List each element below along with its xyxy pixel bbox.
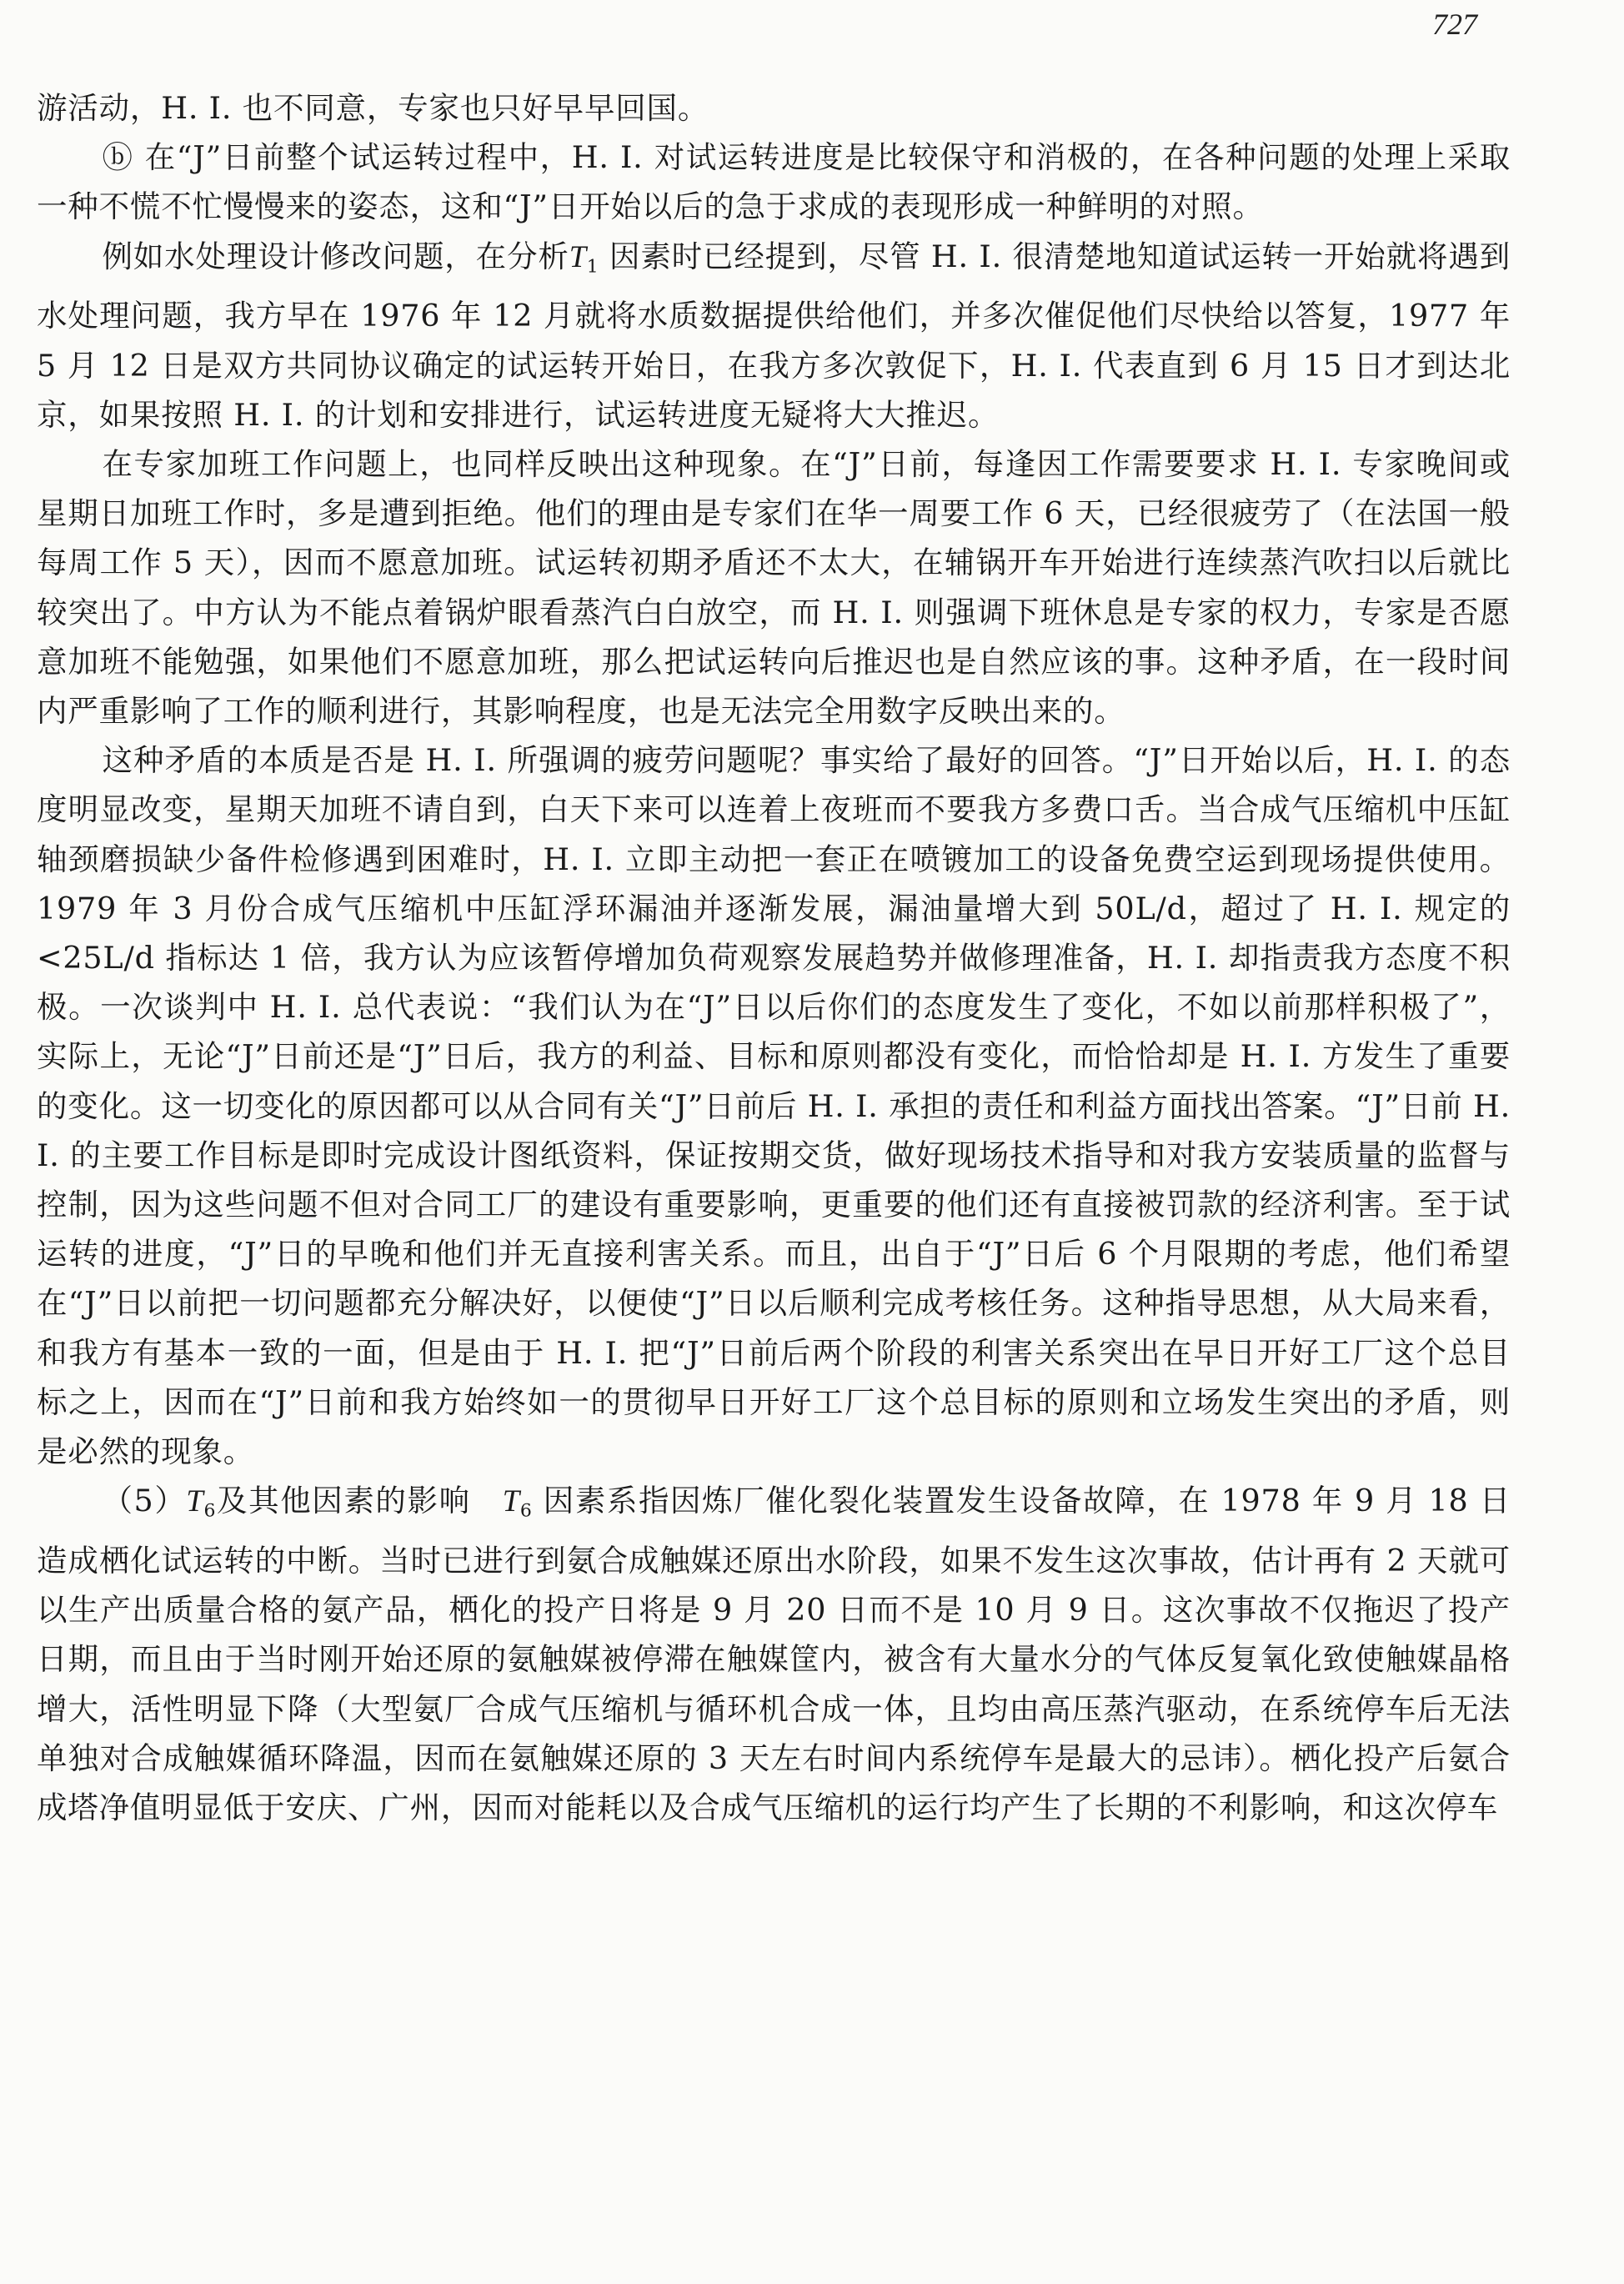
paragraph: 这种矛盾的本质是否是 H. I. 所强调的疲劳问题呢？事实给了最好的回答。“J”日开始以后，H. I. 的态度明显改变，星期天加班不请自到，白天下来可以连着上夜班而不要我方多费口舌。当合成气压缩机中压缸轴颈磨损缺少备件检修遇到困难时，H. I. 立即主动把一套正在喷镀加工的设备免费空运到现场提供使用。1979 年 3 月份合成气压缩机中压缸浮环漏油并逐渐发展，漏油量增大到 50L/d，超过了 H. I. 规定的<25L/d 指标达 1 倍，我方认为应该暂停增加负荷观察发展趋势并做修理准备，H. I. 却指责我方态度不积极。一次谈判中 H. I. 总代表说：“我们认为在“J”日以后你们的态度发生了变化，不如以前那样积极了”，实际上，无论“J”日前还是“J”日后，我方的利益、目标和原则都没有变化，而恰恰却是 H. I. 方发生了重要的变化。这一切变化的原因都可以从合同有关“J”日前后 H. I. 承担的责任和利益方面找出答案。“J”日前 H. I. 的主要工作目标是即时完成设计图纸资料，保证按期交货，做好现场技术指导和对我方安装质量的监督与控制，因为这些问题不但对合同工厂的建设有重要影响，更重要的他们还有直接被罚款的经济利害。至于试运转的进度，“J”日的早晚和他们并无直接利害关系。而且，出自于“J”日后 6 个月限期的考虑，他们希望在“J”日以前把一切问题都充分解决好，以便使“J”日以后顺利完成考核任务。这种指导思想，从大局来看，和我方有基本一致的一面，但是由于 H. I. 把“J”日前后两个阶段的利害关系突出在早日开好工厂这个总目标之上，因而在“J”日前和我方始终如一的贯彻早日开好工厂这个总目标的原则和立场发生突出的矛盾，则是必然的现象。 — [37, 742, 1511, 1470]
paragraph: 在专家加班工作问题上，也同样反映出这种现象。在“J”日前，每逢因工作需要要求 H. I. 专家晚间或星期日加班工作时，多是遭到拒绝。他们的理由是专家们在华一周要工作 6 天，已经很疲劳了（在法国一般每周工作 5 天），因而不愿意加班。试运转初期矛盾还不太大，在辅锅开车开始进行连续蒸汽吹扫以后就比较突出了。中方认为不能点着锅炉眼看蒸汽白白放空，而 H. I. 则强调下班休息是专家的权力，专家是否愿意加班不能勉强，如果他们不愿意加班，那么把试运转向后推迟也是自然应该的事。这种矛盾，在一段时间内严重影响了工作的顺利进行，其影响程度，也是无法完全用数字反映出来的。 — [37, 445, 1511, 729]
section-heading: 及其他因素的影响 — [216, 1483, 503, 1519]
variable-subscript: 6 — [203, 1500, 217, 1522]
document-body — [37, 83, 1511, 1832]
variable-subscript: 1 — [586, 256, 599, 278]
paragraph: 游活动，H. I. 也不同意，专家也只好早早回国。 — [37, 90, 709, 126]
paragraph-text: 因素系指因炼厂催化裂化装置发生设备故障，在 1978 年 9 月 18 日造成栖化试运转的中断。当时已进行到氨合成触媒还原出水阶段，如果不发生这次事故，估计再有 2 天就可以生产出质量合格的氨产品，栖化的投产日将是 9 月 20 日而不是 10 月 9 日。这次事故不仅拖迟了投产日期，而且由于当时刚开始还原的氨触媒被停滞在触媒筐内，被含有大量水分的气体反复氧化致使触媒晶格增大，活性明显下降（大型氨厂合成气压缩机与循环机合成一体，且均由高压蒸汽驱动，在系统停车后无法单独对合成触媒循环降温，因而在氨触媒还原的 3 天左右时间内系统停车是最大的忌讳）。栖化投产后氨合成塔净值明显低于安庆、广州，因而对能耗以及合成气压缩机的运行均产生了长期的不利影响，和这次停车 — [37, 1483, 1511, 1826]
paragraph: ⓑ 在“J”日前整个试运转过程中，H. I. 对试运转进度是比较保守和消极的，在各种问题的处理上采取一种不慌不忙慢慢来的姿态，这和“J”日开始以后的急于求成的表现形成一种鲜明的对照。 — [37, 139, 1511, 225]
section-number: （5） — [102, 1483, 187, 1519]
variable-t: T — [569, 238, 587, 274]
variable-subscript: 6 — [519, 1500, 533, 1522]
paragraph — [37, 232, 1511, 439]
variable-t: T — [186, 1483, 204, 1518]
paragraph-text: 因素时已经提到，尽管 H. I. 很清楚地知道试运转一开始就将遇到水处理问题，我方早在 1976 年 12 月就将水质数据提供给他们，并多次催促他们尽快给以答复，1977 年 5 月 12 日是双方共同协议确定的试运转开始日，在我方多次敦促下，H. I. 代表直到 6 月 15 日才到达北京，如果按照 H. I. 的计划和安排进行，试运转进度无疑将大大推迟。 — [37, 238, 1511, 433]
paragraph-text: 例如水处理设计修改问题，在分析 — [102, 238, 569, 274]
page-number: 727 — [1432, 8, 1477, 41]
variable-t: T — [502, 1483, 520, 1518]
paragraph — [37, 1476, 1511, 1832]
